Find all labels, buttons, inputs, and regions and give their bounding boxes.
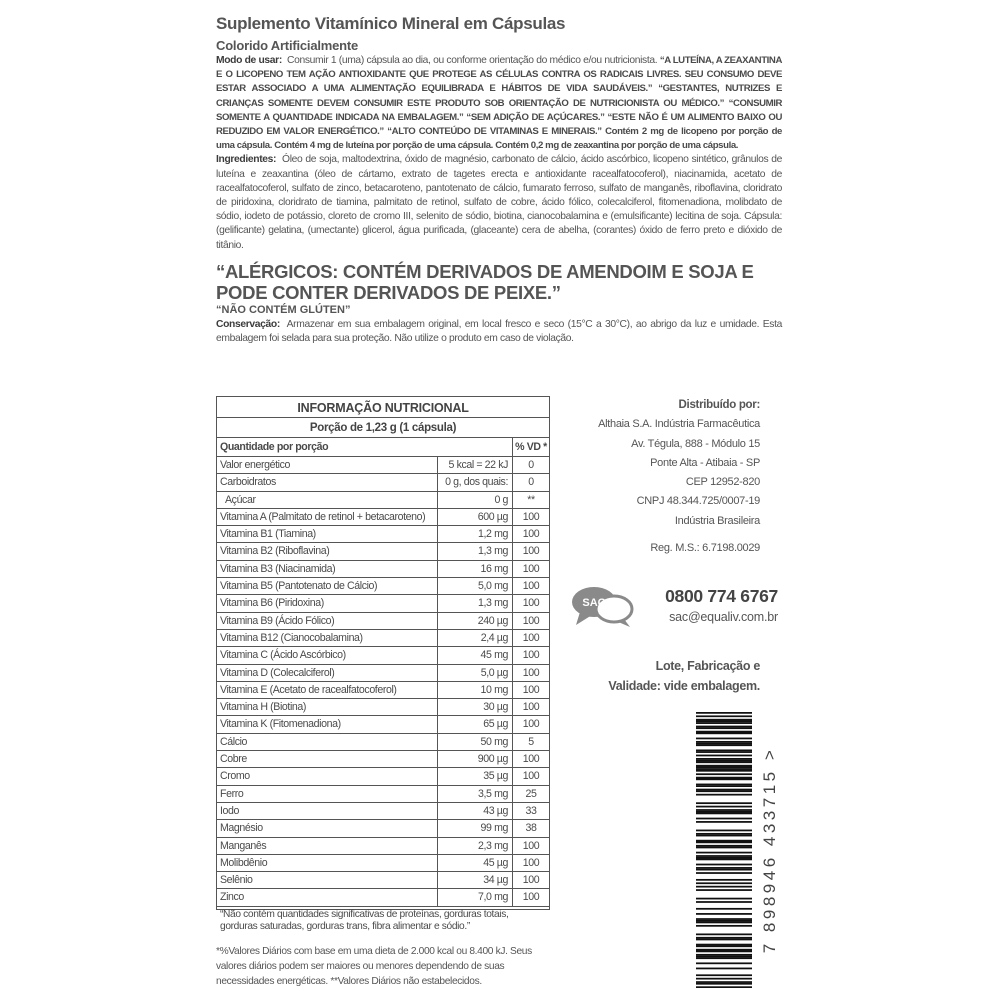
nutrient-amount: 0 g, dos quais: [438,474,513,490]
nutrient-vd: 100 [522,891,540,904]
barcode-bar [696,767,752,769]
header-spacer [442,438,512,456]
nutrient-vd: 5 [528,735,534,748]
distributor-line: Althaia S.A. Indústria Farmacêutica [598,418,760,431]
barcode-bar [696,978,752,980]
barcode-bar [696,962,752,964]
barcode-bar [696,789,752,791]
nutrient-vd: 38 [525,822,537,835]
barcode-bar [696,859,752,861]
nutrient-name: Vitamina B1 (Tiamina) [217,526,438,542]
barcode-bar [696,809,752,811]
nutrient-amount: 0 g [438,492,513,508]
table-row [217,786,549,803]
barcode-bar [696,770,752,772]
nutrient-amount: 900 µg [438,751,513,767]
nutrient-vd: 100 [522,770,540,783]
table-row [217,647,549,664]
barcode-bar [696,922,752,924]
barcode-bar [696,951,752,953]
nutrient-amount: 65 µg [438,716,513,732]
header-quantity: Quantidade por porção [220,441,329,453]
barcode-bar [696,806,752,808]
nutrient-amount: 45 mg [438,647,513,663]
nutrient-vd: 0 [528,476,534,489]
nutrition-portion: Porção de 1,23 g (1 cápsula) [217,418,549,438]
barcode-bar [696,790,752,792]
nutrient-name: Cobre [217,751,438,767]
header-vd: % VD * [512,438,549,456]
nutrition-title: INFORMAÇÃO NUTRICIONAL [217,397,549,418]
nutrient-amount: 5,0 mg [438,578,513,594]
nutrient-vd: 100 [522,753,540,766]
nutrient-amount: 16 mg [438,561,513,577]
barcode-bar [696,918,752,920]
usage-text: Consumir 1 (uma) cápsula ao dia, ou conforme orientação do médico e/ou nutricionista. [287,55,658,66]
label-text-block [216,14,782,346]
table-row [217,630,549,647]
barcode-bar [696,954,752,956]
distributor-title: Distribuído por: [678,399,760,411]
conservation-label: Conservação: [216,318,280,330]
barcode-bar [696,761,752,763]
barcode-bar [696,864,752,866]
nutrient-amount: 45 µg [438,855,513,871]
usage-section [216,54,782,153]
barcode-bar [696,939,752,941]
table-row [217,872,549,889]
registration-number: Reg. M.S.: 6.7198.0029 [650,542,760,555]
nutrient-name: Açúcar [217,492,438,508]
nutrient-amount: 30 µg [438,699,513,715]
distributor-line: Av. Tégula, 888 - Módulo 15 [631,437,760,450]
nutrient-name: Vitamina E (Acetato de racealfatocoferol) [217,682,438,698]
lot-info [570,656,760,696]
conservation-section [216,318,782,346]
barcode-bar [696,986,752,988]
sac-email[interactable]: sac@equaliv.com.br [669,610,778,624]
barcode-bar [696,731,752,733]
barcode-bar [696,855,752,857]
nutrition-header-row [217,438,549,457]
nutrient-vd: 100 [522,580,540,593]
barcode-number: 7 898946 433715 > [760,746,779,954]
barcode-bar [696,773,752,775]
table-row [217,682,549,699]
barcode-bar [696,882,752,884]
barcode-bar [696,974,752,976]
table-row [217,665,549,682]
barcode-bar [696,983,752,985]
barcode-bar [696,841,752,843]
distributor-block [562,396,760,558]
barcode-bar [696,981,752,983]
table-row [217,595,549,612]
nutrient-amount: 2,3 mg [438,838,513,854]
table-row [217,889,549,906]
nutrition-rows [217,457,549,907]
nutrient-amount: 1,3 mg [438,595,513,611]
barcode-bar [696,785,752,787]
nutrient-amount: 3,5 mg [438,786,513,802]
barcode-bar [696,840,752,842]
nutrient-name: Vitamina H (Biotina) [217,699,438,715]
barcode-bar [696,802,752,804]
ingredients-section [216,153,782,252]
nutrient-name: Valor energético [217,457,438,473]
barcode-bar [696,901,752,903]
sac-speech-bubble-icon [570,585,636,629]
barcode-bar [696,886,752,888]
nutrient-name: Iodo [217,803,438,819]
barcode-bar [696,794,752,796]
ingredients-label: Ingredientes: [216,154,277,166]
table-row [217,526,549,543]
nutrient-amount: 1,2 mg [438,526,513,542]
barcode-bar [696,957,752,959]
nutrient-name: Vitamina C (Ácido Ascórbico) [217,647,438,663]
barcode-bar [696,944,752,946]
usage-warnings: “A LUTEÍNA, A ZEAXANTINA E O LICOPENO TEM AÇÃO ANTIOXIDANTE QUE PROTEGE AS CÉLULAS CONTRA OS RADICAIS LIVRES. SEU CONSUMO DEVE ESTAR ASSOCIADO A UMA ALIMENTAÇÃO EQUILIBRADA E HÁBITOS DE VIDA SAUDÁVEIS.” “GESTANTES, NUTRIZES E CRIANÇAS SOMENTE DEVEM CONSUMIR ESTE PRODUTO SOB ORIENTAÇÃO DE NUTRICIONISTA OU MÉDICO.” “CONSUMIR SOMENTE A QUANTIDADE INDICADA NA EMBALAGEM.” “SEM ADIÇÃO DE AÇÚCARES.” “ESTE NÃO É UM ALIMENTO BAIXO OU REDUZIDO EM VALOR ENERGÉTICO.” “ALTO CONTEÚDO DE VITAMINAS E MINERAIS.” Contém 2 mg de licopeno por porção de uma cápsula. Contém 4 mg de luteína por porção de uma cápsula. Contém 0,2 mg de zeaxantina por porção de uma cápsula. [216,55,782,152]
table-row [217,820,549,837]
table-row [217,699,549,716]
barcode-bar [696,968,752,970]
distributor-line: CNPJ 48.344.725/0007-19 [636,495,760,508]
barcode-bar [696,732,752,734]
barcode-bar [696,811,752,813]
table-row [217,457,549,474]
nutrient-vd: 100 [522,856,540,869]
lot-line-2: Validade: vide embalagem. [608,679,760,693]
barcode-bar [696,760,752,762]
nutrient-amount: 7,0 mg [438,889,513,905]
nutrient-vd: 100 [522,683,540,696]
barcode-bar [696,872,752,874]
nutrient-vd: 100 [522,528,540,541]
nutrient-amount: 10 mg [438,682,513,698]
barcode-bar [696,913,752,915]
barcode-bar [696,743,752,745]
gluten-statement: “NÃO CONTÉM GLÚTEN” [216,303,351,316]
ingredients-text: Óleo de soja, maltodextrina, óxido de magnésio, carbonato de cálcio, ácido ascórbico, licopeno sintético, grânulos de luteína e zeaxantina (óleo de cártamo, extrato de tagetes erecta e antioxidante racealfatocoferol), niacinamida, acetato de racealfatocoferol, sulfato de zinco, betacaroteno, pantotenato de cálcio, fumarato ferroso, sulfato de manganês, riboflavina, cloridrato de piridoxina, cloridrato de tiamina, palmitato de retinol, sulfato de cobre, ácido fólico, colecalciferol, fitomenadiona, molibdato de sódio, iodeto de potássio, cloreto de cromo III, selenito de sódio, biotina, cianocobalamina e (emulsificante) lecitina de soja. Cápsula: (gelificante) gelatina, (umectante) glicerol, água purificada, (glaceante) cera de abelha, (corantes) óxido de ferro preto e dióxido de titânio. [216,154,782,251]
nutrient-name: Vitamina B9 (Ácido Fólico) [217,613,438,629]
barcode-bar [696,727,752,729]
barcode-bar [696,712,752,714]
nutrient-vd: 33 [525,804,537,817]
distributor-line: Ponte Alta - Atibaia - SP [650,456,760,469]
nutrient-amount: 600 µg [438,509,513,525]
barcode-bar [696,749,752,751]
nutrient-vd: 100 [522,631,540,644]
table-row [217,855,549,872]
nutrient-name: Vitamina D (Colecalciferol) [217,665,438,681]
barcode-bar [696,719,752,721]
barcode-bar [696,937,752,939]
nutrient-vd: 100 [522,718,540,731]
nutrient-name: Vitamina B6 (Piridoxina) [217,595,438,611]
conservation-text: Armazenar em sua embalagem original, em local fresco e seco (15°C a 30°C), ao abrigo da luz e umidade. Esta embalagem foi selada para sua proteção. Não utilize o produto em caso de violação. [216,318,782,345]
table-row [217,751,549,768]
nutrient-name: Vitamina K (Fitomenadiona) [217,716,438,732]
nutrient-amount: 43 µg [438,803,513,819]
barcode-bar [696,777,752,779]
nutrient-amount: 240 µg [438,613,513,629]
nutrient-name: Molibdênio [217,855,438,871]
barcode-bar [696,768,752,770]
table-row [217,578,549,595]
barcode-bar [696,835,752,837]
barcode-digits [760,712,780,988]
table-row [217,613,549,630]
nutrient-amount: 5,0 µg [438,665,513,681]
nutrition-footnote: *%Valores Diários com base em uma dieta de 2.000 kcal ou 8.400 kJ. Seus valores diários podem ser maiores ou menores dependendo de suas necessidades energéticas. **Valores Diários não estabelecidos. [216,946,532,987]
barcode-bar [696,778,752,780]
nutrient-name: Vitamina B3 (Niacinamida) [217,561,438,577]
table-row [217,474,549,491]
nutrient-vd: 100 [522,874,540,887]
nutrient-name: Ferro [217,786,438,802]
nutrient-name: Manganês [217,838,438,854]
distributor-line: CEP 12952-820 [685,476,760,489]
table-row [217,768,549,785]
barcode-bar [696,852,752,854]
nutrient-name: Vitamina B12 (Cianocobalamina) [217,630,438,646]
barcode-bar [696,765,752,767]
barcode-bar [696,857,752,859]
table-row [217,492,549,509]
nutrient-name: Magnésio [217,820,438,836]
barcode-bar [696,845,752,847]
barcode-bar [696,933,752,935]
barcode-bar [696,744,752,746]
barcode-bar [696,847,752,849]
table-row [217,716,549,733]
barcode-bar [696,758,752,760]
nutrient-amount: 2,4 µg [438,630,513,646]
table-row [217,509,549,526]
nutrient-amount: 34 µg [438,872,513,888]
barcode-bar [696,833,752,835]
barcode-bar [696,813,752,815]
nutrient-name: Carboidratos [217,474,438,490]
nutrition-note: “Não contém quantidades significativas de proteínas, gorduras totais, gorduras saturadas, gorduras trans, fibra alimentar e sódio.” [220,908,509,932]
barcode-bar [696,721,752,723]
product-title: Suplemento Vitamínico Mineral em Cápsulas [216,14,566,33]
barcode-bar [696,784,752,786]
nutrient-amount: 99 mg [438,820,513,836]
nutrient-name: Cromo [217,768,438,784]
usage-label: Modo de usar: [216,55,282,66]
nutrient-name: Cálcio [217,734,438,750]
barcode-bar [696,920,752,922]
barcode-bar [696,889,752,891]
sac-phone[interactable]: 0800 774 6767 [665,586,778,606]
nutrient-vd: 0 [528,459,534,471]
barcode-bar [696,867,752,869]
nutrient-name: Vitamina B2 (Riboflavina) [217,543,438,559]
nutrient-amount: 1,3 mg [438,543,513,559]
nutrient-vd: 100 [522,597,540,610]
barcode-bar [696,908,752,910]
barcode-bar [696,751,752,753]
sac-badge: SAC [582,597,606,609]
table-row [217,838,549,855]
barcode-bar [696,715,752,717]
nutrient-amount: 35 µg [438,768,513,784]
nutrient-amount: 5 kcal = 22 kJ [438,457,513,473]
nutrient-vd: 25 [525,787,537,800]
barcode [696,712,752,988]
nutrient-vd: 100 [522,545,540,558]
nutrient-vd: 100 [522,562,540,575]
barcode-bar [696,830,752,832]
nutrient-name: Selênio [217,872,438,888]
barcode-bar [696,898,752,900]
barcode-bar [696,879,752,881]
allergy-warning: “ALÉRGICOS: CONTÉM DERIVADOS DE AMENDOIM E SOJA E PODE CONTER DERIVADOS DE PEIXE.” [216,260,754,303]
sac-contact [570,582,780,632]
barcode-bar [696,949,752,951]
nutrient-name: Vitamina A (Palmitato de retinol + betacaroteno) [217,509,438,525]
nutrient-vd: 100 [522,614,540,627]
table-row [217,803,549,820]
artificial-color-note: Colorido Artificialmente [216,38,359,53]
nutrient-amount: 50 mg [438,734,513,750]
nutrient-vd: 100 [522,666,540,679]
barcode-bar [696,755,752,757]
table-row [217,734,549,751]
barcode-bar [696,722,752,724]
barcode-bar [696,956,752,958]
nutrient-name: Zinco [217,889,438,905]
nutrient-name: Vitamina B5 (Pantotenato de Cálcio) [217,578,438,594]
barcode-bar [696,726,752,728]
table-row [217,561,549,578]
barcode-bar [696,925,752,927]
barcode-bar [696,869,752,871]
nutrient-vd: 100 [522,839,540,852]
barcode-bar [696,738,752,740]
nutrient-vd: 100 [522,701,540,714]
barcode-bar [696,821,752,823]
nutrient-vd: ** [527,493,535,506]
barcode-bar [696,945,752,947]
distributor-line: Indústria Brasileira [674,514,760,527]
barcode-bar [696,741,752,743]
lot-line-1: Lote, Fabricação e [655,659,760,673]
nutrient-vd: 100 [522,649,540,662]
nutrient-vd: 100 [522,510,540,523]
nutrition-table [216,396,550,932]
table-row [217,543,549,560]
barcode-bar [696,818,752,820]
